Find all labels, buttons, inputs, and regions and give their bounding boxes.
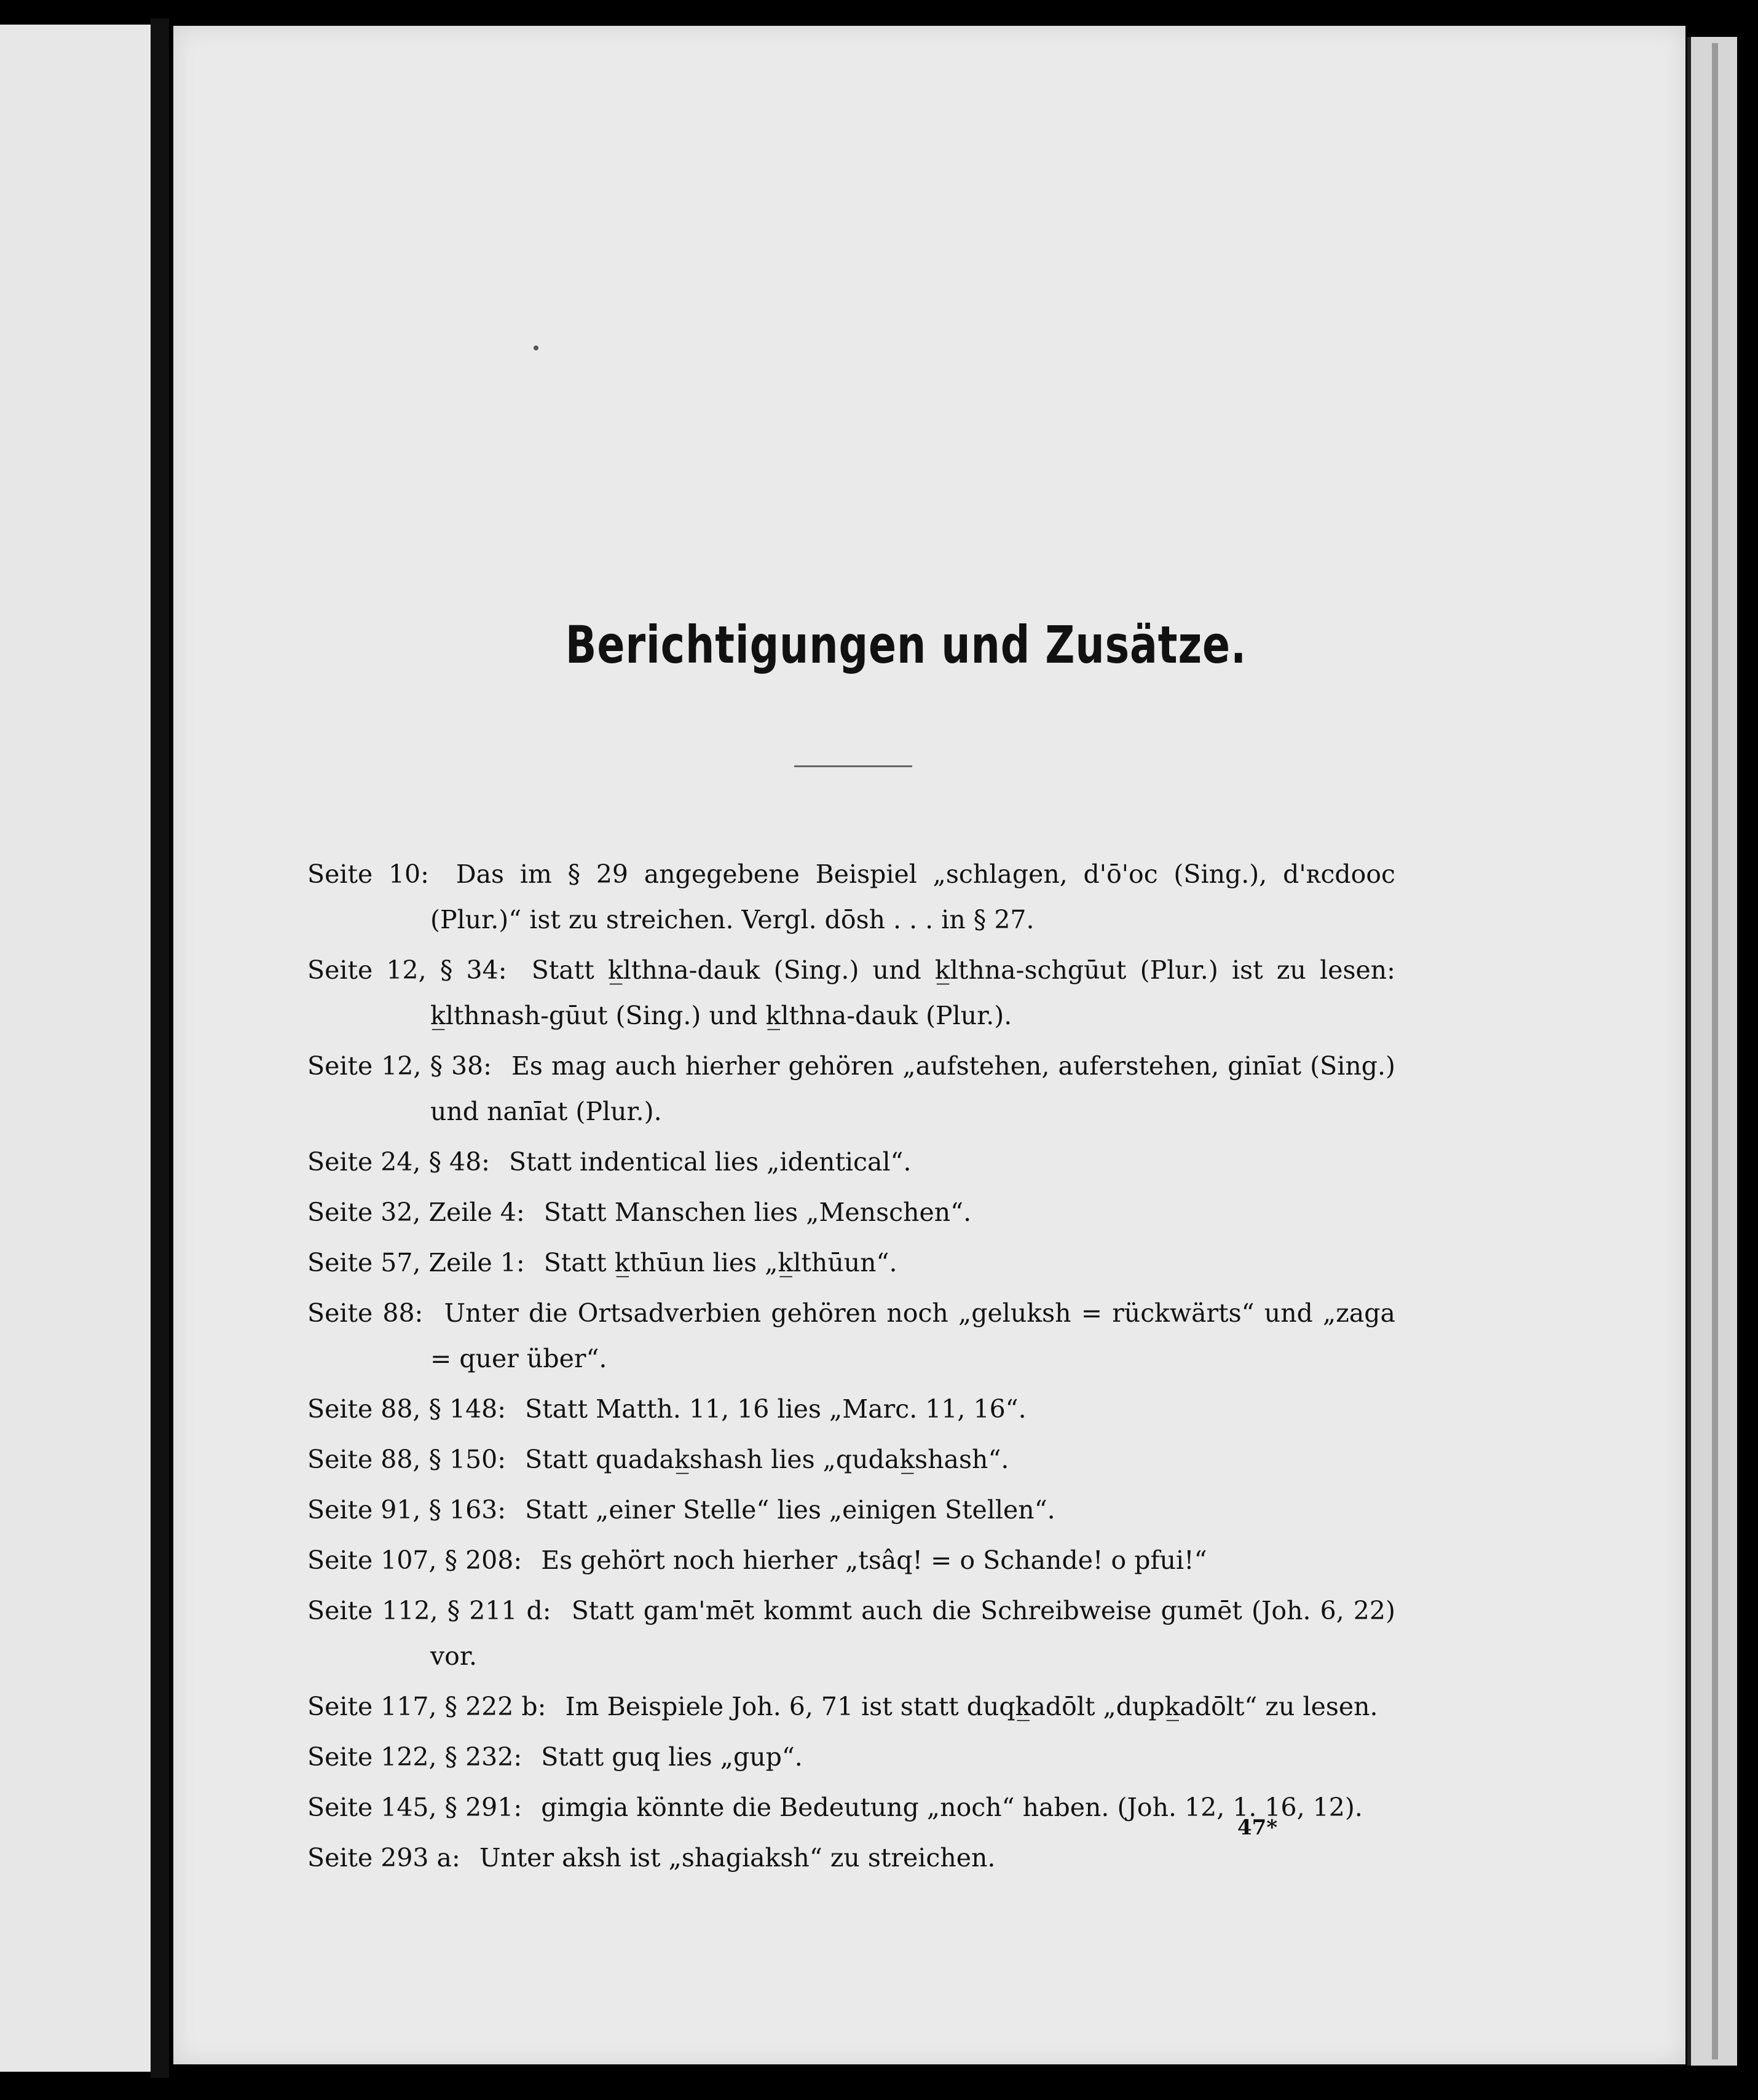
correction-entry bbox=[307, 1785, 1395, 1830]
entry-text: Im Beispiele Joh. 6, 71 ist statt duqk̲adōlt „dupk̲adōlt“ zu lesen. bbox=[565, 1692, 1378, 1721]
entry-reference: Seite 117, § 222 b: bbox=[307, 1692, 546, 1721]
entry-reference: Seite 107, § 208: bbox=[307, 1545, 522, 1575]
entry-text: Statt guq lies „gup“. bbox=[541, 1742, 803, 1772]
entry-text: Statt gam'mēt kommt auch die Schreibweise gumēt (Joh. 6, 22) vor. bbox=[430, 1596, 1395, 1671]
entry-reference: Seite 24, § 48: bbox=[307, 1147, 490, 1177]
correction-entry bbox=[307, 1538, 1395, 1583]
adjacent-left-page bbox=[0, 25, 151, 2072]
book-binding-edge bbox=[151, 18, 169, 2078]
entry-text: Statt indentical lies „identical“. bbox=[509, 1147, 912, 1177]
entry-reference: Seite 122, § 232: bbox=[307, 1742, 522, 1772]
entry-text: Statt Manschen lies „Menschen“. bbox=[543, 1198, 972, 1227]
entry-reference: Seite 12, § 34: bbox=[307, 955, 507, 985]
entry-reference: Seite 57, Zeile 1: bbox=[307, 1248, 525, 1277]
folio-number: 47* bbox=[1237, 1815, 1278, 1840]
entry-reference: Seite 88: bbox=[307, 1298, 424, 1328]
title-divider bbox=[794, 765, 912, 767]
entry-text: Statt k̲lthna-dauk (Sing.) und k̲lthna-schgūut (Plur.) ist zu lesen: k̲lthnash-gūut (Sing.) und k̲lthna-dauk (Plur.). bbox=[430, 955, 1395, 1030]
correction-entry bbox=[307, 1487, 1395, 1533]
correction-entry bbox=[307, 947, 1395, 1038]
correction-entry bbox=[307, 1734, 1395, 1780]
correction-entry bbox=[307, 1684, 1395, 1729]
entry-text: Statt „einer Stelle“ lies „einigen Stellen“. bbox=[525, 1495, 1055, 1525]
entry-text: Unter die Ortsadverbien gehören noch „geluksh = rückwärts“ und „zaga = quer über“. bbox=[430, 1298, 1395, 1373]
page-title: Berichtigungen und Zusätze. bbox=[565, 615, 1247, 675]
entry-text: Statt quadak̲shash lies „qudak̲shash“. bbox=[525, 1445, 1009, 1474]
page-edge-shadow bbox=[1712, 43, 1718, 2059]
correction-entry bbox=[307, 1043, 1395, 1134]
entry-text: Das im § 29 angegebene Beispiel „schlagen, d'ō'oc (Sing.), d'ʀcdooc (Plur.)“ ist zu streichen. Vergl. dōsh . . . in § 27. bbox=[430, 859, 1395, 934]
correction-entry bbox=[307, 1190, 1395, 1235]
entry-text: Statt Matth. 11, 16 lies „Marc. 11, 16“. bbox=[525, 1394, 1027, 1424]
correction-entry bbox=[307, 1240, 1395, 1285]
entry-text: gimgia könnte die Bedeutung „noch“ haben. (Joh. 12, 1. 16, 12). bbox=[541, 1793, 1363, 1822]
entry-reference: Seite 145, § 291: bbox=[307, 1793, 522, 1822]
entry-reference: Seite 88, § 148: bbox=[307, 1394, 507, 1424]
entry-text: Es mag auch hierher gehören „aufstehen, auferstehen, ginīat (Sing.) und nanīat (Plur.). bbox=[430, 1051, 1395, 1126]
entry-text: Statt k̲thūun lies „k̲lthūun“. bbox=[543, 1248, 897, 1277]
entry-text: Unter aksh ist „shagiaksh“ zu streichen. bbox=[479, 1843, 996, 1873]
correction-entry bbox=[307, 1588, 1395, 1679]
corrections-list bbox=[307, 851, 1395, 1885]
correction-entry bbox=[307, 1290, 1395, 1381]
entry-reference: Seite 112, § 211 d: bbox=[307, 1596, 551, 1625]
entry-reference: Seite 32, Zeile 4: bbox=[307, 1198, 525, 1227]
entry-reference: Seite 12, § 38: bbox=[307, 1051, 492, 1081]
correction-entry bbox=[307, 851, 1395, 942]
entry-reference: Seite 88, § 150: bbox=[307, 1445, 507, 1474]
correction-entry bbox=[307, 1386, 1395, 1432]
correction-entry bbox=[307, 1139, 1395, 1185]
entry-reference: Seite 91, § 163: bbox=[307, 1495, 507, 1525]
correction-entry bbox=[307, 1437, 1395, 1482]
entry-reference: Seite 10: bbox=[307, 859, 429, 889]
print-speck bbox=[534, 345, 538, 350]
correction-entry bbox=[307, 1835, 1395, 1881]
entry-reference: Seite 293 a: bbox=[307, 1843, 460, 1873]
entry-text: Es gehört noch hierher „tsâq! = o Schande! o pfui!“ bbox=[541, 1545, 1207, 1575]
